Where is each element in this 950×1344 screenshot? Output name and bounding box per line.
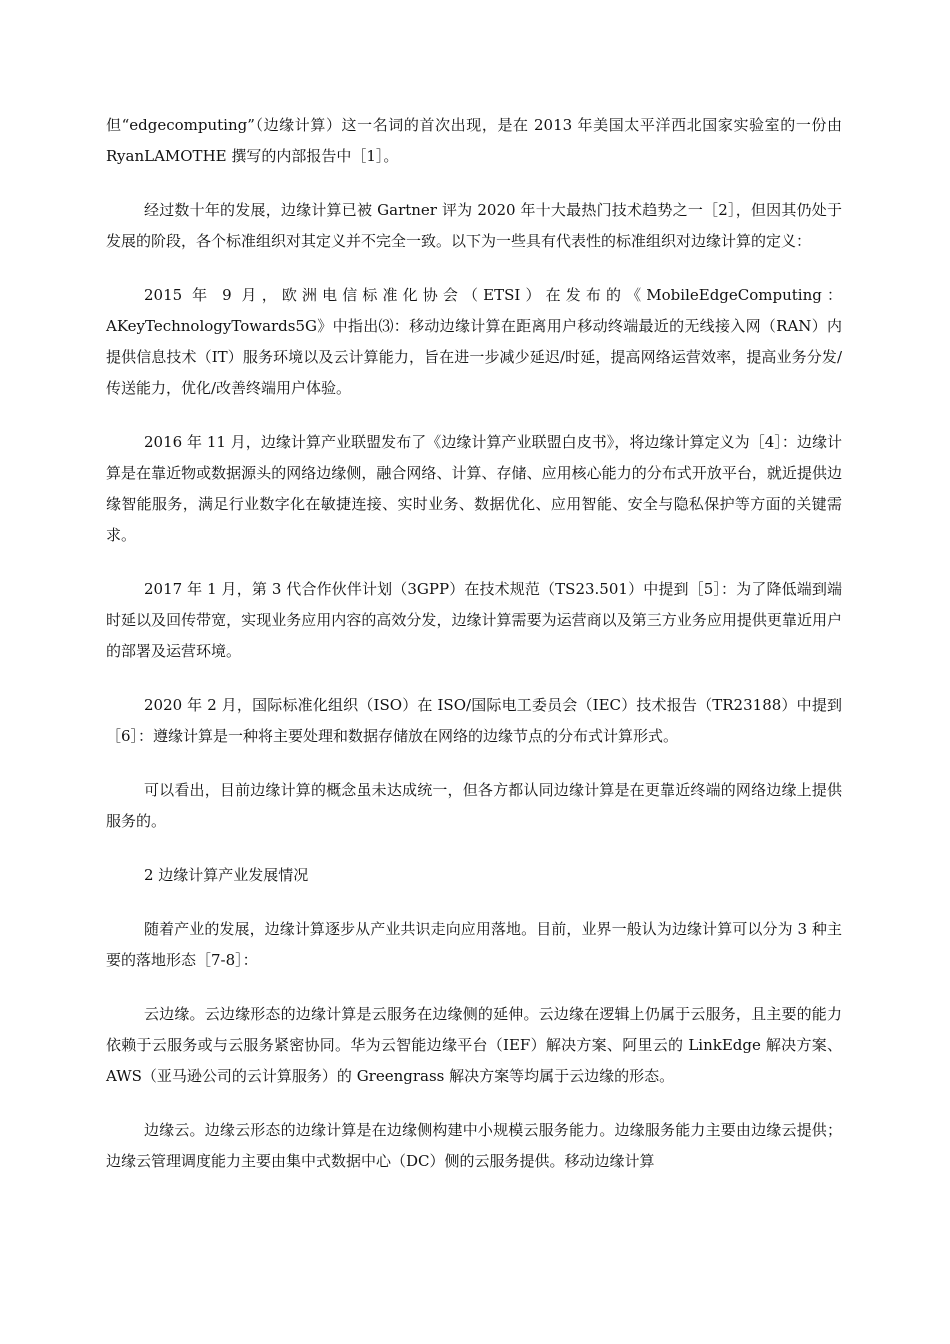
paragraph-3gpp-definition: 2017 年 1 月，第 3 代合作伙伴计划（3GPP）在技术规范（TS23.501）中提到［5］：为了降低端到端时延以及回传带宽，实现业务应用内容的高效分发，边缘计算需要为运营商以及第三方业务应用提供更靠近用户的部署及运营环境。 [106,580,842,660]
paragraph-cloud-edge: 云边缘。云边缘形态的边缘计算是云服务在边缘侧的延伸。云边缘在逻辑上仍属于云服务，且主要的能力依赖于云服务或与云服务紧密协同。华为云智能边缘平台（IEF）解决方案、阿里云的 LinkEdge 解决方案、AWS（亚马逊公司的云计算服务）的 Greengrass 解决方案等均属于云边缘的形态。 [106,1005,842,1085]
paragraph-summary: 可以看出，目前边缘计算的概念虽未达成统一，但各方都认同边缘计算是在更靠近终端的网络边缘上提供服务的。 [106,781,842,830]
paragraph-iso-definition: 2020 年 2 月，国际标准化组织（ISO）在 ISO/国际电工委员会（IEC）技术报告（TR23188）中提到［6］：遵缘计算是一种将主要处理和数据存储放在网络的边缘节点的分布式计算形式。 [106,696,842,745]
section-heading: 2 边缘计算产业发展情况 [144,866,309,884]
paragraph-edge-cloud: 边缘云。边缘云形态的边缘计算是在边缘侧构建中小规模云服务能力。边缘服务能力主要由边缘云提供；边缘云管理调度能力主要由集中式数据中心（DC）侧的云服务提供。移动边缘计算 [106,1121,842,1170]
document-body [106,110,842,1200]
paragraph-ecc-definition: 2016 年 11 月，边缘计算产业联盟发布了《边缘计算产业联盟白皮书》，将边缘计算定义为［4］：边缘计算是在靠近物或数据源头的网络边缘侧，融合网络、计算、存储、应用核心能力的分布式开放平台，就近提供边缘智能服务，满足行业数字化在敏捷连接、实时业务、数据优化、应用智能、安全与隐私保护等方面的关键需求。 [106,433,842,544]
paragraph-etsi-definition: 2015 年 9 月，欧洲电信标准化协会（ETSI）在发布的《MobileEdgeComputing：AKeyTechnologyTowards5G》中指出⑶：移动边缘计算在距离用户移动终端最近的无线接入网（RAN）内提供信息技术（IT）服务环境以及云计算能力，旨在进一步减少延迟/时延，提高网络运营效率，提高业务分发/传送能力，优化/改善终端用户体验。 [106,286,842,397]
paragraph-gartner-trend: 经过数十年的发展，边缘计算已被 Gartner 评为 2020 年十大最热门技术趋势之一［2］，但因其仍处于发展的阶段，各个标准组织对其定义并不完全一致。以下为一些具有代表性的标准组织对边缘计算的定义： [106,201,842,250]
paragraph-edgecomputing-origin: 但“edgecomputing”（边缘计算）这一名词的首次出现，是在 2013 年美国太平洋西北国家实验室的一份由 RyanLAMOTHE 撰写的内部报告中［1］。 [106,116,842,165]
paragraph-deployment-forms: 随着产业的发展，边缘计算逐步从产业共识走向应用落地。目前，业界一般认为边缘计算可以分为 3 种主要的落地形态［7-8］： [106,920,842,969]
